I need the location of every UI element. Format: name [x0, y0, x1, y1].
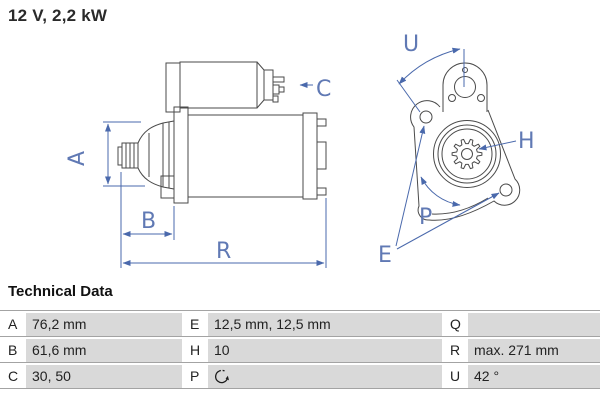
param-key: U: [442, 363, 468, 388]
front-view: [378, 32, 535, 268]
table-row: [0, 311, 600, 336]
table-bottom-border: [0, 388, 600, 389]
boss-ring-middle: [438, 125, 496, 183]
param-value: 10: [208, 339, 442, 362]
boss-ring-inner: [442, 129, 492, 179]
param-key: B: [0, 337, 26, 362]
pinion-teeth-lines: [126, 143, 134, 168]
param-value: 76,2 mm: [26, 313, 182, 336]
bracket-small-hole-right: [478, 95, 485, 102]
solenoid-cap-taper: [257, 62, 264, 108]
mounting-flange: [174, 107, 188, 203]
solenoid-body: [180, 62, 257, 108]
dimension-annotations-side: [65, 77, 331, 268]
param-value: 61,6 mm: [26, 339, 182, 362]
rotation-direction-icon: [214, 368, 234, 385]
motor-body: [188, 115, 303, 197]
param-key: R: [442, 337, 468, 362]
flange-inner-contour: [432, 198, 488, 214]
param-key: H: [182, 337, 208, 362]
dim-label-b: B: [141, 209, 157, 234]
flange-plate-outline: [411, 101, 520, 221]
end-cap-boss: [317, 142, 326, 169]
technical-data-table: [0, 310, 600, 389]
terminal-stud-30: [273, 77, 284, 82]
solenoid-cap: [264, 70, 273, 100]
pinion-gear: [452, 139, 482, 168]
terminal-lug: [273, 96, 278, 102]
dim-label-u: U: [403, 32, 420, 57]
boss-ring-outer: [434, 121, 501, 188]
side-view: [65, 62, 331, 268]
technical-data-heading: Technical Data: [8, 283, 113, 300]
dim-label-a: A: [65, 150, 90, 166]
dim-a-extension-lines: [103, 122, 145, 186]
housing-section-lines: [149, 122, 169, 188]
param-key: Q: [442, 311, 468, 336]
pinion-center-hole: [462, 149, 473, 160]
param-key: P: [182, 363, 208, 388]
dimension-annotations-front: [378, 32, 535, 268]
rotation-p-arc: [421, 177, 460, 205]
bracket-small-hole-left: [449, 95, 456, 102]
param-value: 12,5 mm, 12,5 mm: [208, 313, 442, 336]
end-cap: [303, 113, 317, 199]
dim-label-p: P: [419, 205, 433, 230]
pinion-shaft-cap: [118, 147, 122, 165]
dim-label-e: E: [378, 243, 392, 268]
param-value: 42 °: [468, 365, 600, 388]
page-title: 12 V, 2,2 kW: [8, 6, 108, 25]
end-cap-tab-bottom: [317, 188, 326, 195]
dim-label-h: H: [518, 129, 535, 154]
param-key: A: [0, 311, 26, 336]
end-cap-tab-top: [317, 119, 326, 126]
param-value: [468, 313, 600, 336]
param-key: E: [182, 311, 208, 336]
top-bracket: [443, 63, 487, 112]
param-key: C: [0, 363, 26, 388]
bolt-hole-lower-right: [500, 184, 512, 196]
table-row: [0, 337, 600, 362]
table-row: [0, 363, 600, 388]
bracket-big-hole: [455, 77, 476, 98]
bracket-small-hole-top: [463, 68, 468, 73]
param-value-icon: [208, 365, 442, 388]
terminal-stud-50: [279, 87, 284, 92]
angle-u-diagonal-leg: [397, 80, 420, 112]
bolt-hole-upper-left: [420, 111, 432, 123]
param-value: 30, 50: [26, 365, 182, 388]
param-value: max. 271 mm: [468, 339, 600, 362]
dim-label-r: R: [216, 239, 232, 264]
terminal-block: [273, 85, 279, 94]
callout-h-leader: [479, 141, 516, 149]
dim-label-c: C: [316, 77, 332, 102]
solenoid-bracket: [166, 63, 180, 112]
